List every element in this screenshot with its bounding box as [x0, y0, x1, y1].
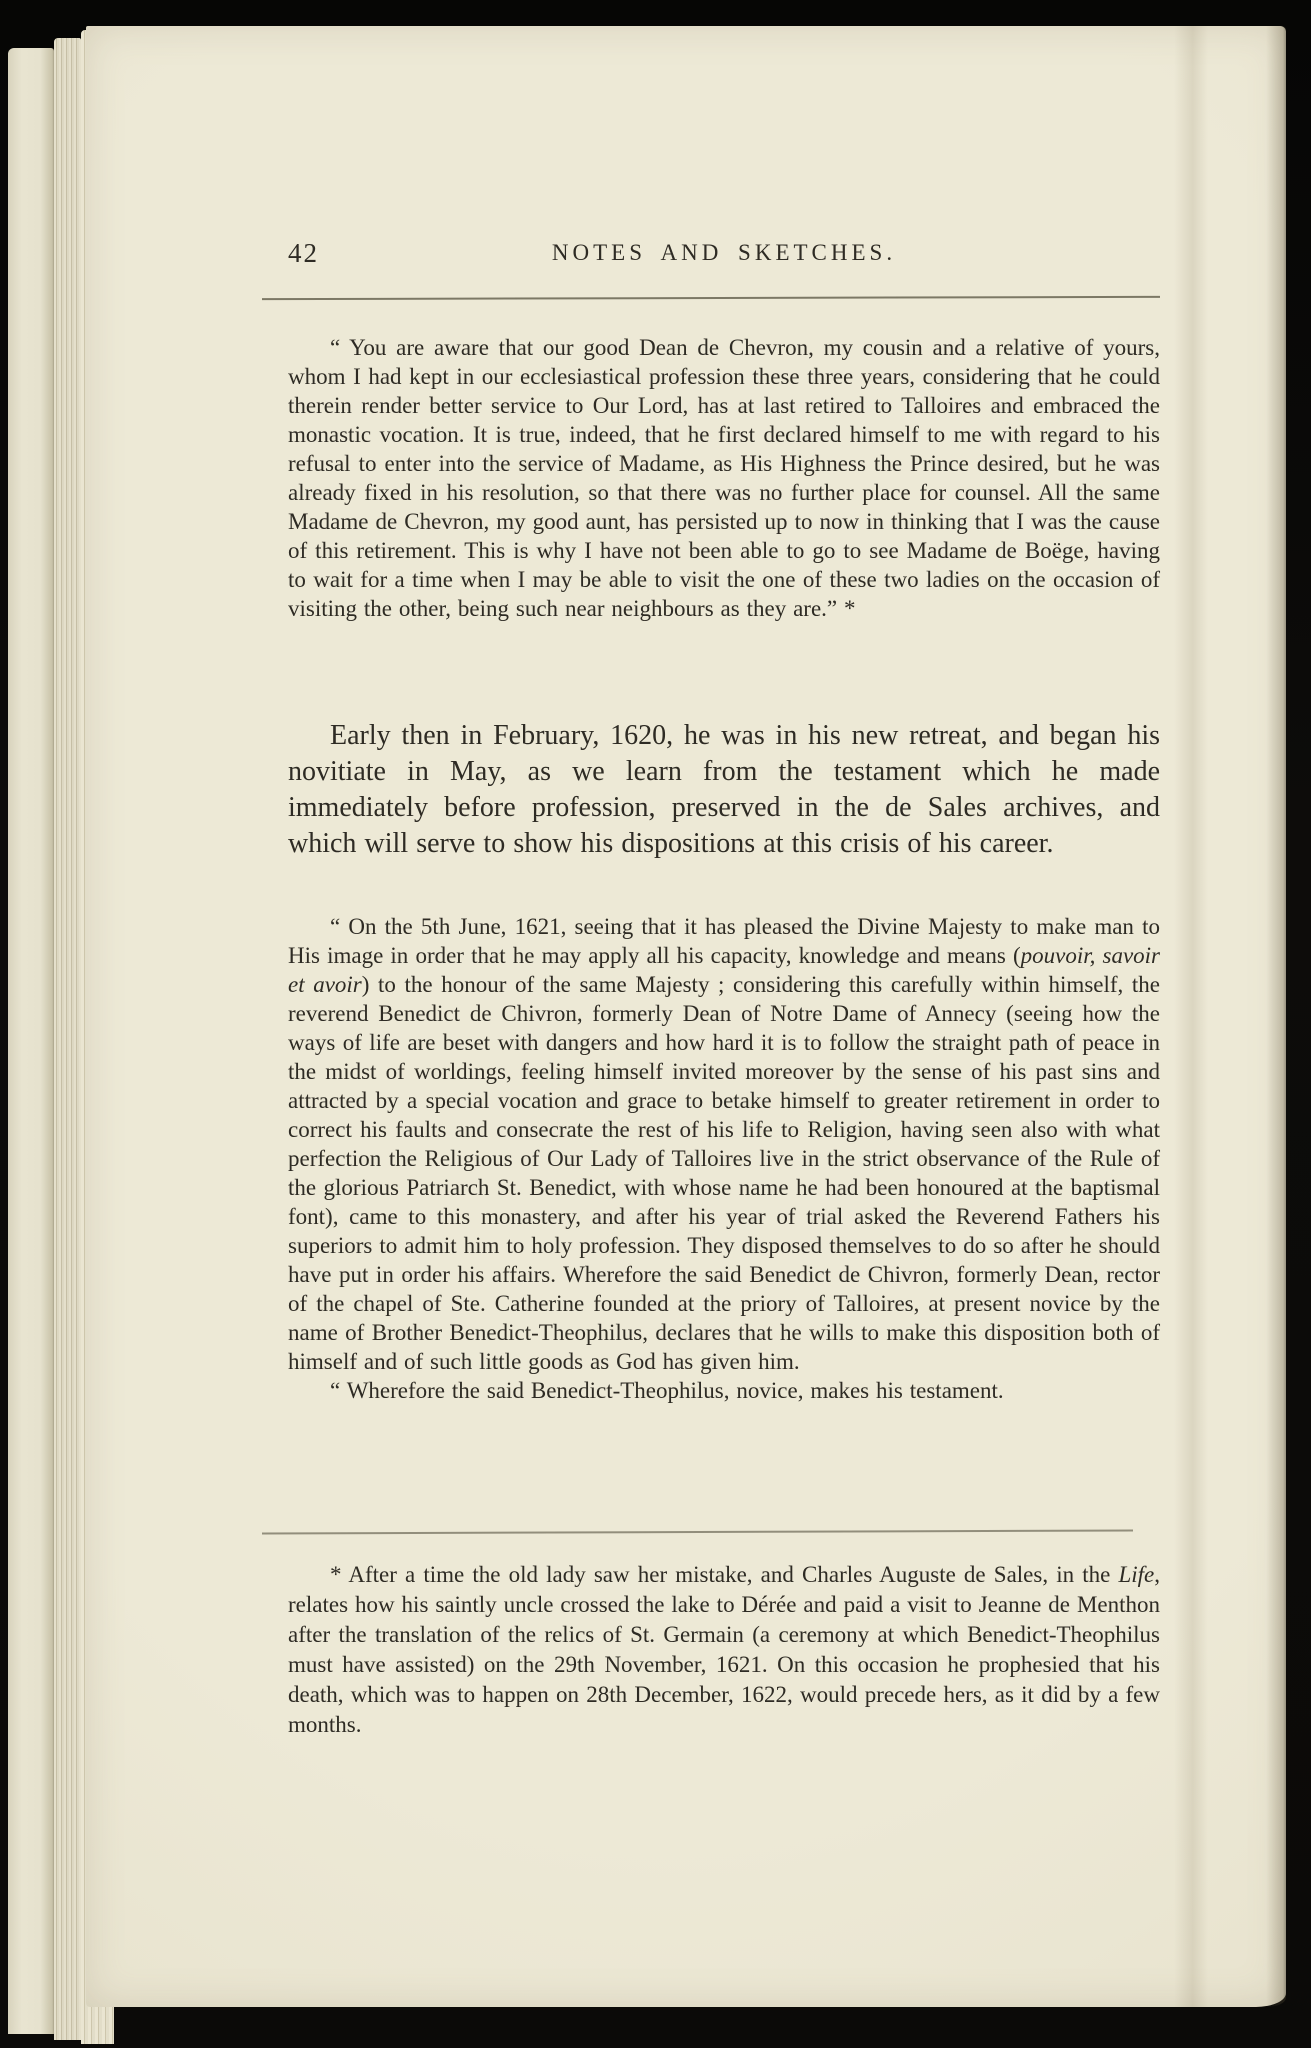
testament-text-segment: “ On the 5th June, 1621, seeing that it has pleased the Divine Majesty to make man to His image in order that he may apply all his capacity, knowledge and means (	[288, 914, 1160, 968]
footnote-text-segment: , relates how his saintly uncle crossed the lake to Dérée and paid a visit to Jeanne de Menthon after the translation of the relics of St. Germain (a ceremony at which Benedict-Theophilus must have assisted) on the 29th November, 1621. On this occasion he prophesied that his death, which was to happen on 28th December, 1622, would precede hers, as it did by a few months.	[288, 1562, 1160, 1737]
running-header: NOTES AND SKETCHES.	[551, 240, 897, 265]
narrative-block	[288, 718, 1160, 862]
header-rule	[262, 296, 1160, 300]
footnote-text-segment: * After a time the old lady saw her mistake, and Charles Auguste de Sales, in the	[330, 1562, 1119, 1587]
testament-text-segment: ) to the honour of the same Majesty ; considering this carefully within himself, the reverend Benedict de Chivron, formerly Dean of Notre Dame of Annecy (seeing how the ways of life are beset with dangers and how hard it is to follow the straight path of peace in the midst of worldings, feeling himself invited moreover by the sense of his past sins and attracted by a special vocation and grace to betake himself to greater retirement in order to correct his faults and consecrate the rest of his life to Religion, having seen also with what perfection the Religious of Our Lady of Talloires live in the strict observance of the Rule of the glorious Patriarch St. Benedict, with whose name he had been honoured at the baptismal font), came to this monastery, and after his year of trial asked the Reverend Fathers his superiors to admit him to holy profession. They disposed themselves to do so after he should have put in order his affairs. Wherefore the said Benedict de Chivron, formerly Dean, rector of the chapel of Ste. Catherine founded at the priory of Talloires, at present novice by the name of Brother Benedict-Theophilus, declares that he wills to make this disposition both of himself and of such little goods as God has given him.	[288, 972, 1160, 1374]
french-phrase-italic: pouvoir, savoir et avoir	[288, 943, 1160, 997]
fore-edge-strip	[54, 38, 81, 2040]
letter-excerpt-paragraph: “ You are aware that our good Dean de Chevron, my cousin and a relative of yours, whom I had kept in our ecclesiastical profession these three years, considering that he could therein render better service to Our Lord, has at last retired to Talloires and embraced the monastic vocation. It is true, indeed, that he first declared himself to me with regard to his refusal to enter into the service of Madame, as His Highness the Prince desired, but he was already fixed in his resolution, so that there was no further place for counsel. All the same Madame de Chevron, my good aunt, has persisted up to now in thinking that I was the cause of this retirement. This is why I have not been able to go to see Madame de Boëge, having to wait for a time when I may be able to visit the one of these two ladies on the occasion of visiting the other, being such near neighbours as they are.” *	[288, 335, 1160, 621]
testament-excerpt-paragraph	[288, 912, 1160, 1376]
footnote-separator-rule	[262, 1529, 1133, 1534]
page-header	[288, 236, 1160, 276]
book-page	[86, 26, 1286, 2007]
fore-edge-strip	[8, 48, 54, 2034]
letter-excerpt-block	[288, 333, 1160, 623]
footnote-block	[288, 1560, 1160, 1740]
testament-closing-line: “ Wherefore the said Benedict-Theophilus, novice, makes his testament.	[330, 1378, 1004, 1403]
footnote-paragraph	[288, 1560, 1160, 1740]
testament-block	[288, 912, 1160, 1405]
narrative-paragraph: Early then in February, 1620, he was in his new retreat, and began his novitiate in May, as we learn from the testament which he made immediately before profession, preserved in the de Sales archives, and which will serve to show his dispositions at this crisis of his career.	[288, 720, 1160, 859]
book-title-italic: Life	[1118, 1562, 1155, 1587]
page-number: 42	[288, 238, 319, 268]
